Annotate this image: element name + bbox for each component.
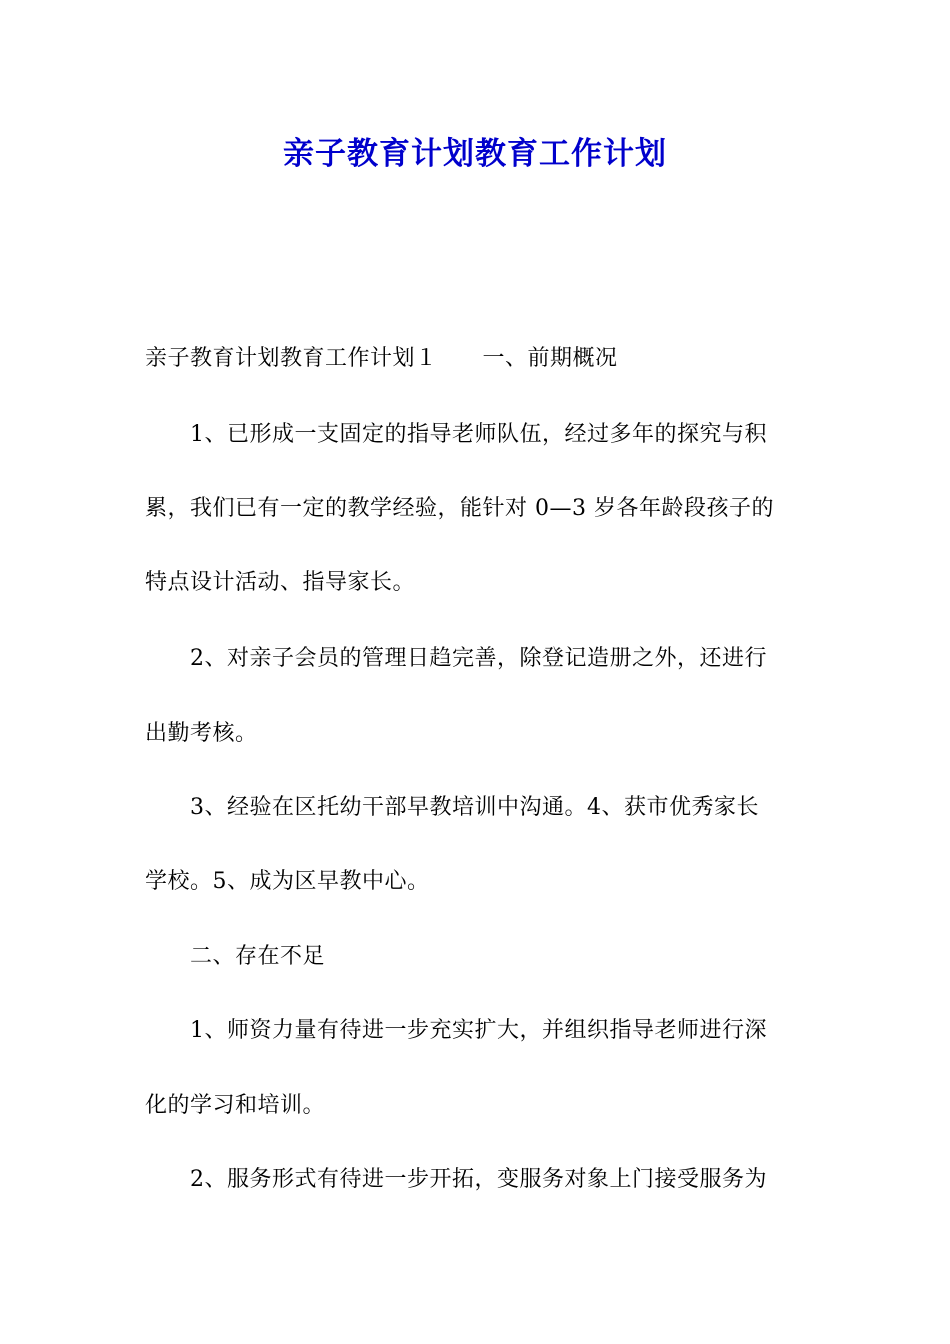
document-title: 亲子教育计划教育工作计划 xyxy=(283,136,667,172)
paragraph-line: 2、服务形式有待进一步开拓，变服务对象上门接受服务为 xyxy=(190,1167,767,1192)
paragraph-line: 1、已形成一支固定的指导老师队伍，经过多年的探究与积 xyxy=(190,422,767,447)
paragraph-line: 1、师资力量有待进一步充实扩大，并组织指导老师进行深 xyxy=(190,1018,767,1043)
paragraph-line: 累，我们已有一定的教学经验，能针对 0—3 岁各年龄段孩子的 xyxy=(145,496,774,521)
paragraph-line: 化的学习和培训。 xyxy=(145,1093,326,1118)
paragraph-line: 特点设计活动、指导家长。 xyxy=(145,570,416,595)
paragraph-line: 出勤考核。 xyxy=(145,721,258,746)
paragraph-line: 3、经验在区托幼干部早教培训中沟通。4、获市优秀家长 xyxy=(190,795,759,820)
paragraph-line: 亲子教育计划教育工作计划１ 一、前期概况 xyxy=(145,346,618,371)
paragraph-line: 学校。5、成为区早教中心。 xyxy=(145,869,430,894)
paragraph-line: 2、对亲子会员的管理日趋完善，除登记造册之外，还进行 xyxy=(190,646,767,671)
section-heading: 二、存在不足 xyxy=(190,944,326,969)
